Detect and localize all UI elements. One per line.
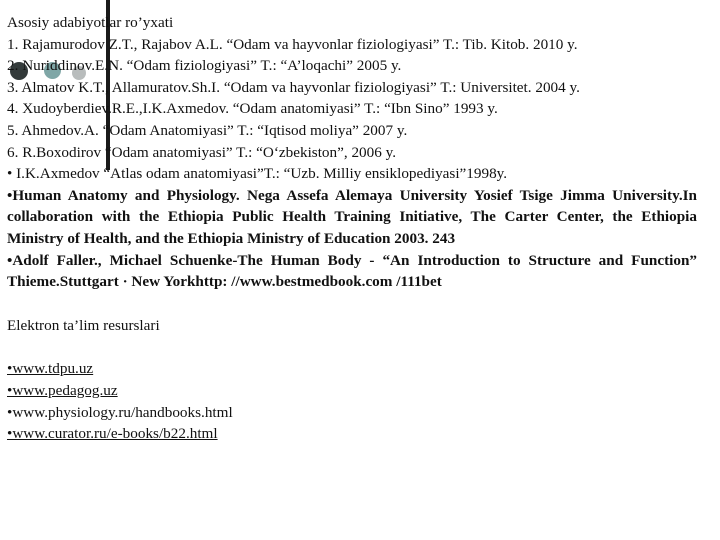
link-tdpu[interactable]: •www.tdpu.uz — [7, 360, 94, 378]
references-document — [7, 0, 697, 445]
e-resources-title: Elektron ta’lim resurslari — [7, 316, 160, 334]
link-curator[interactable]: •www.curator.ru/e-books/b22.html — [7, 425, 218, 443]
link-physiology[interactable]: •www.physiology.ru/handbooks.html — [7, 403, 233, 421]
reference-item: 5. Ahmedov.A. “Odam Anatomiyasi” T.: “Iqtisod moliya” 2007 y. — [7, 121, 408, 139]
link-pedagog[interactable]: •www.pedagog.uz — [7, 381, 118, 399]
main-literature-title: Asosiy adabiyotlar ro’yxati — [7, 14, 174, 31]
reference-item: • I.K.Axmedov “Atlas odam anatomiyasi”T.: “Uzb. Milliy ensiklopediyasi”1998y. — [7, 165, 508, 183]
reference-item: 2. Nuriddinov.E.N. “Odam fiziologiyasi” T.: “A’loqachi” 2005 y. — [7, 57, 402, 75]
reference-human-anatomy: •Human Anatomy and Physiology. Nega Assefa Alemaya University Yosief Tsige Jimma University.In collaboration with the Ethiopia Public Health Training Initiative, The Carter Center, the Ethiopia Ministry of Health, and the Ethiopia Ministry of Education 2003. 243 — [7, 186, 697, 247]
reference-item: 3. Almatov K.T., Allamuratov.Sh.I. “Odam va hayvonlar fiziologiyasi” T.: Universitet. 2004 y. — [7, 78, 580, 96]
reference-item: 1. Rajamurodov Z.T., Rajabov A.L. “Odam va hayvonlar fiziologiyasi” T.: Tib. Kitob. 2010 y. — [7, 35, 578, 53]
reference-human-body: •Adolf Faller., Michael Schuenke-The Human Body - “An Introduction to Structure and Function” Thieme.Stuttgart · New Yorkhttp: //www.bestmedbook.com /111bet — [7, 251, 697, 291]
reference-item: 6. R.Boxodirov “Odam anatomiyasi” T.: “O‘zbekiston”, 2006 y. — [7, 143, 397, 161]
reference-item: 4. Xudoyberdiev.R.E.,I.K.Axmedov. “Odam anatomiyasi” T.: “Ibn Sino” 1993 y. — [7, 100, 498, 118]
